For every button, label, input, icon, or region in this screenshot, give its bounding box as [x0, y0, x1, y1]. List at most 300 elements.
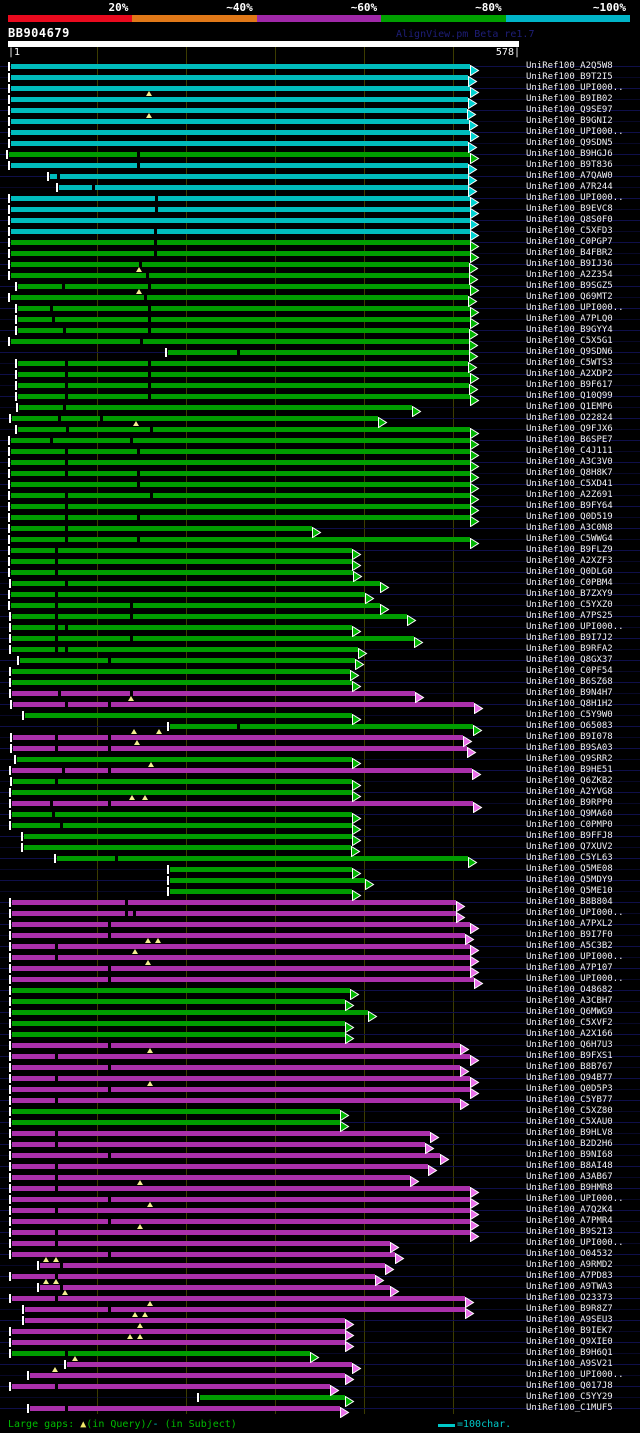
alignment-bar[interactable]	[168, 350, 469, 355]
hit-accession-label[interactable]: UniRef100_Q8H1H2	[526, 699, 613, 709]
alignment-bar[interactable]	[11, 64, 470, 69]
hit-accession-label[interactable]: UniRef100_Q9SRR2	[526, 754, 613, 764]
hit-accession-label[interactable]: UniRef100_Q9SDN5	[526, 138, 613, 148]
hit-accession-label[interactable]: UniRef100_B9I078	[526, 732, 613, 742]
alignment-bar[interactable]	[170, 878, 365, 883]
alignment-bar[interactable]	[18, 306, 470, 311]
query-gap-triangle-icon	[53, 1257, 59, 1262]
subject-gap-mark	[58, 416, 61, 421]
alignment-bar[interactable]	[12, 1032, 345, 1037]
arrowhead-icon	[470, 303, 480, 314]
ruler-start-label: |1	[8, 47, 21, 58]
alignment-bar[interactable]	[18, 328, 469, 333]
hit-accession-label[interactable]: UniRef100_B9IEK7	[526, 1326, 613, 1336]
hit-accession-label[interactable]: UniRef100_Q6MWG9	[526, 1007, 613, 1017]
alignment-bar[interactable]	[12, 1197, 470, 1202]
hit-accession-label[interactable]: UniRef100_B2D2H6	[526, 1139, 613, 1149]
hit-accession-label[interactable]: UniRef100_B9NI68	[526, 1150, 613, 1160]
alignment-bar[interactable]	[11, 449, 470, 454]
subject-gap-marker-glyph: -	[152, 1419, 159, 1430]
alignment-bar[interactable]	[20, 658, 355, 663]
alignment-bar[interactable]	[13, 702, 474, 707]
alignment-bar[interactable]	[11, 504, 470, 509]
alignment-bar[interactable]	[12, 1274, 375, 1279]
hit-accession-label[interactable]: UniRef100_Q9SE97	[526, 105, 613, 115]
hit-accession-label[interactable]: UniRef100_B8AI48	[526, 1161, 613, 1171]
hit-accession-label[interactable]: UniRef100_B9GYY4	[526, 325, 613, 335]
alignment-bar[interactable]	[11, 295, 468, 300]
hit-accession-label[interactable]: UniRef100_B8B767	[526, 1062, 613, 1072]
arrowhead-icon	[440, 1150, 450, 1161]
hit-accession-label[interactable]: UniRef100_Q017J8	[526, 1381, 613, 1391]
hit-accession-label[interactable]: UniRef100_UPI000..	[526, 952, 624, 962]
alignment-bar[interactable]	[12, 966, 470, 971]
hit-accession-label[interactable]: UniRef100_B9FFJ8	[526, 831, 613, 841]
arrowhead-icon	[352, 831, 362, 842]
alignment-bar[interactable]	[11, 603, 380, 608]
subject-gap-mark	[62, 284, 65, 289]
hit-accession-label[interactable]: UniRef100_A7PMR4	[526, 1216, 613, 1226]
alignment-bar[interactable]	[12, 1087, 470, 1092]
hit-accession-label[interactable]: UniRef100_B9I7J2	[526, 633, 613, 643]
hit-accession-label[interactable]: UniRef100_UPI000..	[526, 83, 624, 93]
alignment-bar[interactable]	[12, 614, 407, 619]
alignment-bar[interactable]	[25, 1318, 345, 1323]
alignment-bar[interactable]	[12, 1131, 430, 1136]
alignment-bar[interactable]	[18, 284, 470, 289]
hit-accession-label[interactable]: UniRef100_O22824	[526, 413, 613, 423]
alignment-bar[interactable]	[12, 988, 350, 993]
hit-accession-label[interactable]: UniRef100_Q6ZKB2	[526, 776, 613, 786]
hit-accession-label[interactable]: UniRef100_B9S2I3	[526, 1227, 613, 1237]
hit-accession-label[interactable]: UniRef100_Q0D519	[526, 512, 613, 522]
hit-accession-label[interactable]: UniRef100_B9SA03	[526, 743, 613, 753]
hit-accession-label[interactable]: UniRef100_UPI000..	[526, 127, 624, 137]
hit-accession-label[interactable]: UniRef100_C5YY29	[526, 1392, 613, 1402]
alignment-bar[interactable]	[40, 1285, 390, 1290]
hit-accession-label[interactable]: UniRef100_C5X5G1	[526, 336, 613, 346]
alignment-bar[interactable]	[12, 999, 345, 1004]
hit-accession-label[interactable]: UniRef100_A2XZF3	[526, 556, 613, 566]
alignment-bar[interactable]	[12, 1076, 470, 1081]
arrowhead-icon	[380, 600, 390, 611]
alignment-bar[interactable]	[25, 1307, 465, 1312]
alignment-bar[interactable]	[12, 1010, 368, 1015]
arrowhead-icon	[352, 545, 362, 556]
alignment-bar[interactable]	[11, 218, 470, 223]
hit-accession-label[interactable]: UniRef100_A3AB67	[526, 1172, 613, 1182]
alignment-bar[interactable]	[12, 790, 352, 795]
hit-accession-label[interactable]: UniRef100_B9N4H7	[526, 688, 613, 698]
hit-accession-label[interactable]: UniRef100_Q9FJX6	[526, 424, 613, 434]
alignment-bar[interactable]	[12, 1120, 340, 1125]
hit-accession-label[interactable]: UniRef100_Q10Q99	[526, 391, 613, 401]
alignment-bar[interactable]	[11, 130, 470, 135]
hit-accession-label[interactable]: UniRef100_C0PGP7	[526, 237, 613, 247]
alignment-bar[interactable]	[25, 713, 352, 718]
alignment-bar[interactable]	[12, 669, 350, 674]
alignment-start-tick	[9, 931, 11, 940]
alignment-start-tick	[9, 898, 11, 907]
arrowhead-icon	[470, 1216, 480, 1227]
alignment-start-tick	[9, 1349, 11, 1358]
hit-accession-label[interactable]: UniRef100_Q8S0F0	[526, 215, 613, 225]
arrowhead-icon	[340, 1403, 350, 1414]
hit-accession-label[interactable]: UniRef100_C0PF54	[526, 666, 613, 676]
hit-accession-label[interactable]: UniRef100_Q5ME10	[526, 886, 613, 896]
alignment-bar[interactable]	[18, 427, 470, 432]
alignment-bar[interactable]	[24, 834, 352, 839]
hit-accession-label[interactable]: UniRef100_B9HLV8	[526, 1128, 613, 1138]
alignment-bar[interactable]	[12, 1329, 345, 1334]
alignment-bar[interactable]	[59, 185, 468, 190]
alignment-bar[interactable]	[30, 1373, 345, 1378]
alignment-bar[interactable]	[11, 141, 468, 146]
hit-accession-label[interactable]: UniRef100_A7Q2K4	[526, 1205, 613, 1215]
alignment-bar[interactable]	[11, 229, 470, 234]
alignment-bar[interactable]	[11, 75, 468, 80]
alignment-bar[interactable]	[11, 559, 352, 564]
hit-accession-label[interactable]: UniRef100_B9R8Z7	[526, 1304, 613, 1314]
alignment-bar[interactable]	[11, 526, 312, 531]
hit-accession-label[interactable]: UniRef100_O23373	[526, 1293, 613, 1303]
hit-accession-label[interactable]: UniRef100_Q5ME08	[526, 864, 613, 874]
alignment-bar[interactable]	[12, 1351, 310, 1356]
hit-accession-label[interactable]: UniRef100_UPI000..	[526, 974, 624, 984]
hit-accession-label[interactable]: UniRef100_B9T2I5	[526, 72, 613, 82]
hit-accession-label[interactable]: UniRef100_B9FLZ9	[526, 545, 613, 555]
alignment-bar[interactable]	[12, 1098, 460, 1103]
arrowhead-icon	[353, 567, 363, 578]
hit-accession-label[interactable]: UniRef100_A2YVG8	[526, 787, 613, 797]
subject-gap-mark	[65, 394, 68, 399]
hit-accession-label[interactable]: UniRef100_B9HGJ6	[526, 149, 613, 159]
hit-accession-label[interactable]: UniRef100_A9RMD2	[526, 1260, 613, 1270]
hit-accession-label[interactable]: UniRef100_B9F617	[526, 380, 613, 390]
alignment-bar[interactable]	[11, 262, 469, 267]
hit-accession-label[interactable]: UniRef100_A7PD83	[526, 1271, 613, 1281]
hit-accession-label[interactable]: UniRef100_A7PLQ0	[526, 314, 613, 324]
hit-accession-label[interactable]: UniRef100_A9SEU3	[526, 1315, 613, 1325]
alignment-bar[interactable]	[50, 174, 468, 179]
alignment-bar[interactable]	[11, 86, 470, 91]
alignment-bar[interactable]	[12, 922, 470, 927]
hit-accession-label[interactable]: UniRef100_UPI000..	[526, 1194, 624, 1204]
alignment-bar[interactable]	[11, 548, 352, 553]
alignment-bar[interactable]	[11, 251, 470, 256]
hit-accession-label[interactable]: UniRef100_C5XD41	[526, 479, 613, 489]
subject-gap-mark	[60, 823, 63, 828]
hit-accession-label[interactable]: UniRef100_C5XVF2	[526, 1018, 613, 1028]
subject-gap-mark	[115, 856, 118, 861]
hit-accession-label[interactable]: UniRef100_Q9SDN6	[526, 347, 613, 357]
alignment-bar[interactable]	[12, 1230, 470, 1235]
hit-accession-label[interactable]: UniRef100_B7ZXY9	[526, 589, 613, 599]
subject-gap-mark	[52, 812, 55, 817]
arrowhead-icon	[474, 974, 484, 985]
hit-accession-label[interactable]: UniRef100_UPI000..	[526, 1370, 624, 1380]
alignment-start-tick	[9, 1195, 11, 1204]
alignment-bar[interactable]	[11, 339, 469, 344]
alignment-bar[interactable]	[11, 471, 470, 476]
identity-scale-segment	[8, 15, 132, 22]
hit-accession-label[interactable]: UniRef100_B9EVC8	[526, 204, 613, 214]
hit-accession-label[interactable]: UniRef100_A2Z354	[526, 270, 613, 280]
alignment-bar[interactable]	[11, 196, 470, 201]
alignment-bar[interactable]	[200, 1395, 345, 1400]
hit-accession-label[interactable]: UniRef100_C5XFD3	[526, 226, 613, 236]
alignment-start-tick	[8, 117, 10, 126]
alignment-start-tick	[9, 942, 11, 951]
hit-accession-label[interactable]: UniRef100_Q1EMP6	[526, 402, 613, 412]
alignment-bar[interactable]	[12, 801, 473, 806]
subject-gap-mark	[55, 1241, 58, 1246]
alignment-bar[interactable]	[12, 1142, 425, 1147]
hit-accession-label[interactable]: UniRef100_A9TWA3	[526, 1282, 613, 1292]
alignment-bar[interactable]	[13, 735, 463, 740]
alignment-start-tick	[9, 1382, 11, 1391]
hit-accession-label[interactable]: UniRef100_A9SV21	[526, 1359, 613, 1369]
hit-accession-label[interactable]: UniRef100_O04532	[526, 1249, 613, 1259]
hit-accession-label[interactable]: UniRef100_B6SZ68	[526, 677, 613, 687]
alignment-bar[interactable]	[18, 372, 470, 377]
arrowhead-icon	[352, 622, 362, 633]
alignment-bar[interactable]	[11, 438, 470, 443]
alignment-bar[interactable]	[12, 900, 456, 905]
alignment-bar[interactable]	[12, 1065, 460, 1070]
hit-accession-label[interactable]: UniRef100_Q8H8K7	[526, 468, 613, 478]
alignment-bar[interactable]	[12, 1175, 410, 1180]
hit-accession-label[interactable]: UniRef100_C5YB77	[526, 1095, 613, 1105]
alignment-start-tick	[167, 887, 169, 896]
alignment-bar[interactable]	[18, 317, 470, 322]
hit-accession-label[interactable]: UniRef100_UPI000..	[526, 908, 624, 918]
hit-accession-label[interactable]: UniRef100_Q8GX37	[526, 655, 613, 665]
hit-accession-label[interactable]: UniRef100_A2Q5W8	[526, 61, 613, 71]
alignment-bar[interactable]	[12, 1164, 428, 1169]
alignment-bar[interactable]	[170, 889, 352, 894]
hit-accession-label[interactable]: UniRef100_A7P107	[526, 963, 613, 973]
hit-accession-label[interactable]: UniRef100_C1MUF5	[526, 1403, 613, 1413]
alignment-bar[interactable]	[11, 570, 353, 575]
hit-accession-label[interactable]: UniRef100_B6SPE7	[526, 435, 613, 445]
hit-accession-label[interactable]: UniRef100_B9T836	[526, 160, 613, 170]
alignment-bar[interactable]	[40, 1263, 385, 1268]
alignment-bar[interactable]	[12, 768, 472, 773]
hit-accession-label[interactable]: UniRef100_B9SGZ5	[526, 281, 613, 291]
hit-accession-label[interactable]: UniRef100_A7R244	[526, 182, 613, 192]
hit-accession-label[interactable]: UniRef100_UPI000..	[526, 303, 624, 313]
alignment-bar[interactable]	[170, 867, 352, 872]
alignment-bar[interactable]	[11, 273, 469, 278]
alignment-bar[interactable]	[12, 416, 378, 421]
hit-accession-label[interactable]: UniRef100_C5XZ80	[526, 1106, 613, 1116]
hit-accession-label[interactable]: UniRef100_C0PBM4	[526, 578, 613, 588]
hit-accession-label[interactable]: UniRef100_B9FY64	[526, 501, 613, 511]
hit-accession-label[interactable]: UniRef100_C5XAU0	[526, 1117, 613, 1127]
hit-accession-label[interactable]: UniRef100_A3C0N8	[526, 523, 613, 533]
alignment-bar[interactable]	[12, 1241, 390, 1246]
hit-accession-label[interactable]: UniRef100_A3C3V0	[526, 457, 613, 467]
alignment-bar[interactable]	[11, 240, 470, 245]
alignment-start-tick	[8, 161, 10, 170]
hundred-char-scale-swatch	[438, 1424, 455, 1427]
subject-gap-mark	[65, 537, 68, 542]
alignment-start-tick	[9, 953, 11, 962]
alignment-start-tick	[8, 73, 10, 82]
hit-accession-label[interactable]: UniRef100_Q6H7U3	[526, 1040, 613, 1050]
alignment-start-tick	[9, 909, 11, 918]
hit-accession-label[interactable]: UniRef100_B9HE51	[526, 765, 613, 775]
alignment-bar[interactable]	[12, 977, 474, 982]
alignment-start-tick	[8, 436, 10, 445]
alignment-bar[interactable]	[13, 746, 467, 751]
hit-accession-label[interactable]: UniRef100_Q0DLG0	[526, 567, 613, 577]
alignment-bar[interactable]	[11, 163, 468, 168]
arrowhead-icon	[358, 644, 368, 655]
subject-gap-mark	[108, 1087, 111, 1092]
hit-accession-label[interactable]: UniRef100_O65083	[526, 721, 613, 731]
alignment-start-tick	[8, 84, 10, 93]
hit-accession-label[interactable]: UniRef100_Q0D5P3	[526, 1084, 613, 1094]
alignment-bar[interactable]	[12, 1186, 470, 1191]
alignment-bar[interactable]	[12, 647, 358, 652]
alignment-bar[interactable]	[17, 757, 352, 762]
hit-accession-label[interactable]: UniRef100_A2X166	[526, 1029, 613, 1039]
query-gap-triangle-icon	[131, 729, 137, 734]
hit-accession-label[interactable]: UniRef100_A2Z691	[526, 490, 613, 500]
hit-accession-label[interactable]: UniRef100_C5WWG4	[526, 534, 613, 544]
alignment-bar[interactable]	[12, 1219, 470, 1224]
alignment-bar[interactable]	[12, 955, 470, 960]
hit-accession-label[interactable]: UniRef100_A2XDP2	[526, 369, 613, 379]
hit-accession-label[interactable]: UniRef100_B9RPP0	[526, 798, 613, 808]
subject-gap-mark	[55, 944, 58, 949]
arrowhead-icon	[468, 138, 478, 149]
alignment-bar[interactable]	[18, 394, 470, 399]
hit-accession-label[interactable]: UniRef100_Q9MA60	[526, 809, 613, 819]
alignment-bar[interactable]	[170, 724, 473, 729]
alignment-bar[interactable]	[13, 779, 352, 784]
subject-gap-mark	[108, 735, 111, 740]
hit-accession-label[interactable]: UniRef100_Q7XUV2	[526, 842, 613, 852]
hit-accession-label[interactable]: UniRef100_C5YXZ0	[526, 600, 613, 610]
hit-accession-label[interactable]: UniRef100_C0PMP0	[526, 820, 613, 830]
hit-accession-label[interactable]: UniRef100_A7QAW0	[526, 171, 613, 181]
arrowhead-icon	[470, 446, 480, 457]
query-gap-triangle-icon	[43, 1279, 49, 1284]
arrowhead-icon	[465, 1293, 475, 1304]
alignment-bar[interactable]	[12, 944, 470, 949]
arrowhead-icon	[468, 182, 478, 193]
alignment-start-tick	[8, 601, 10, 610]
arrowhead-icon	[473, 721, 483, 732]
alignment-bar[interactable]	[12, 1384, 330, 1389]
hit-accession-label[interactable]: UniRef100_A7PS25	[526, 611, 613, 621]
alignment-start-tick	[15, 381, 17, 390]
hit-accession-label[interactable]: UniRef100_C4J111	[526, 446, 613, 456]
hit-accession-label[interactable]: UniRef100_UPI000..	[526, 193, 624, 203]
subject-gap-mark	[150, 493, 153, 498]
alignment-bar[interactable]	[11, 97, 468, 102]
alignment-bar[interactable]	[12, 823, 352, 828]
alignment-bar[interactable]	[9, 152, 470, 157]
hit-accession-label[interactable]: UniRef100_B9GNI2	[526, 116, 613, 126]
alignment-start-tick	[6, 150, 8, 159]
hit-accession-label[interactable]: UniRef100_A7PXL2	[526, 919, 613, 929]
hit-accession-label[interactable]: UniRef100_Q94B77	[526, 1073, 613, 1083]
arrowhead-icon	[469, 116, 479, 127]
hit-accession-label[interactable]: UniRef100_B4FBR2	[526, 248, 613, 258]
alignment-bar[interactable]	[12, 1208, 470, 1213]
alignment-bar[interactable]	[11, 460, 470, 465]
hit-accession-label[interactable]: UniRef100_A3CBH7	[526, 996, 613, 1006]
subject-gap-mark	[65, 449, 68, 454]
alignment-bar[interactable]	[11, 592, 365, 597]
alignment-bar[interactable]	[12, 625, 352, 630]
arrowhead-icon	[385, 1260, 395, 1271]
alignment-bar[interactable]	[18, 383, 469, 388]
alignment-bar[interactable]	[11, 493, 470, 498]
alignment-bar[interactable]	[24, 845, 351, 850]
alignment-bar[interactable]	[11, 207, 470, 212]
hit-accession-label[interactable]: UniRef100_B9IJ36	[526, 259, 613, 269]
alignment-bar[interactable]	[57, 856, 468, 861]
alignment-start-tick	[165, 348, 167, 357]
hit-accession-label[interactable]: UniRef100_B9FXS1	[526, 1051, 613, 1061]
alignment-bar[interactable]	[12, 1043, 460, 1048]
alignment-bar[interactable]	[12, 1054, 470, 1059]
alignment-bar[interactable]	[19, 405, 412, 410]
alignment-bar[interactable]	[11, 119, 469, 124]
hit-accession-label[interactable]: UniRef100_A5C3B2	[526, 941, 613, 951]
alignment-bar[interactable]	[18, 361, 468, 366]
hit-accession-label[interactable]: UniRef100_B9HMR8	[526, 1183, 613, 1193]
alignment-bar[interactable]	[11, 108, 467, 113]
hundred-char-scale-label: =100char.	[457, 1419, 512, 1430]
alignment-bar[interactable]	[11, 482, 470, 487]
alignment-bar[interactable]	[11, 515, 470, 520]
hit-accession-label[interactable]: UniRef100_B8B804	[526, 897, 613, 907]
alignment-bar[interactable]	[30, 1406, 340, 1411]
hit-accession-label[interactable]: UniRef100_C5WTS3	[526, 358, 613, 368]
alignment-bar[interactable]	[12, 680, 352, 685]
hit-accession-label[interactable]: UniRef100_B9RFA2	[526, 644, 613, 654]
alignment-bar[interactable]	[12, 812, 352, 817]
hit-accession-label[interactable]: UniRef100_C5Y9W0	[526, 710, 613, 720]
subject-gap-mark	[55, 1054, 58, 1059]
alignment-start-tick	[9, 986, 11, 995]
hit-accession-label[interactable]: UniRef100_B9IB02	[526, 94, 613, 104]
alignment-bar[interactable]	[12, 1252, 395, 1257]
hit-accession-label[interactable]: UniRef100_B9I7F0	[526, 930, 613, 940]
hit-accession-label[interactable]: UniRef100_C5YL63	[526, 853, 613, 863]
hit-accession-label[interactable]: UniRef100_O48682	[526, 985, 613, 995]
alignment-bar[interactable]	[12, 911, 456, 916]
alignment-bar[interactable]	[12, 1340, 345, 1345]
alignment-bar[interactable]	[12, 1109, 340, 1114]
hit-accession-label[interactable]: UniRef100_UPI000..	[526, 622, 624, 632]
hit-accession-label[interactable]: UniRef100_Q9XIE0	[526, 1337, 613, 1347]
hit-accession-label[interactable]: UniRef100_B9H6Q1	[526, 1348, 613, 1358]
hit-accession-label[interactable]: UniRef100_UPI000..	[526, 1238, 624, 1248]
hit-accession-label[interactable]: UniRef100_Q69MT2	[526, 292, 613, 302]
alignment-bar[interactable]	[12, 1021, 345, 1026]
alignment-bar[interactable]	[11, 537, 470, 542]
hit-accession-label[interactable]: UniRef100_Q5MDY9	[526, 875, 613, 885]
alignment-bar[interactable]	[12, 1153, 440, 1158]
alignment-bar[interactable]	[12, 933, 465, 938]
